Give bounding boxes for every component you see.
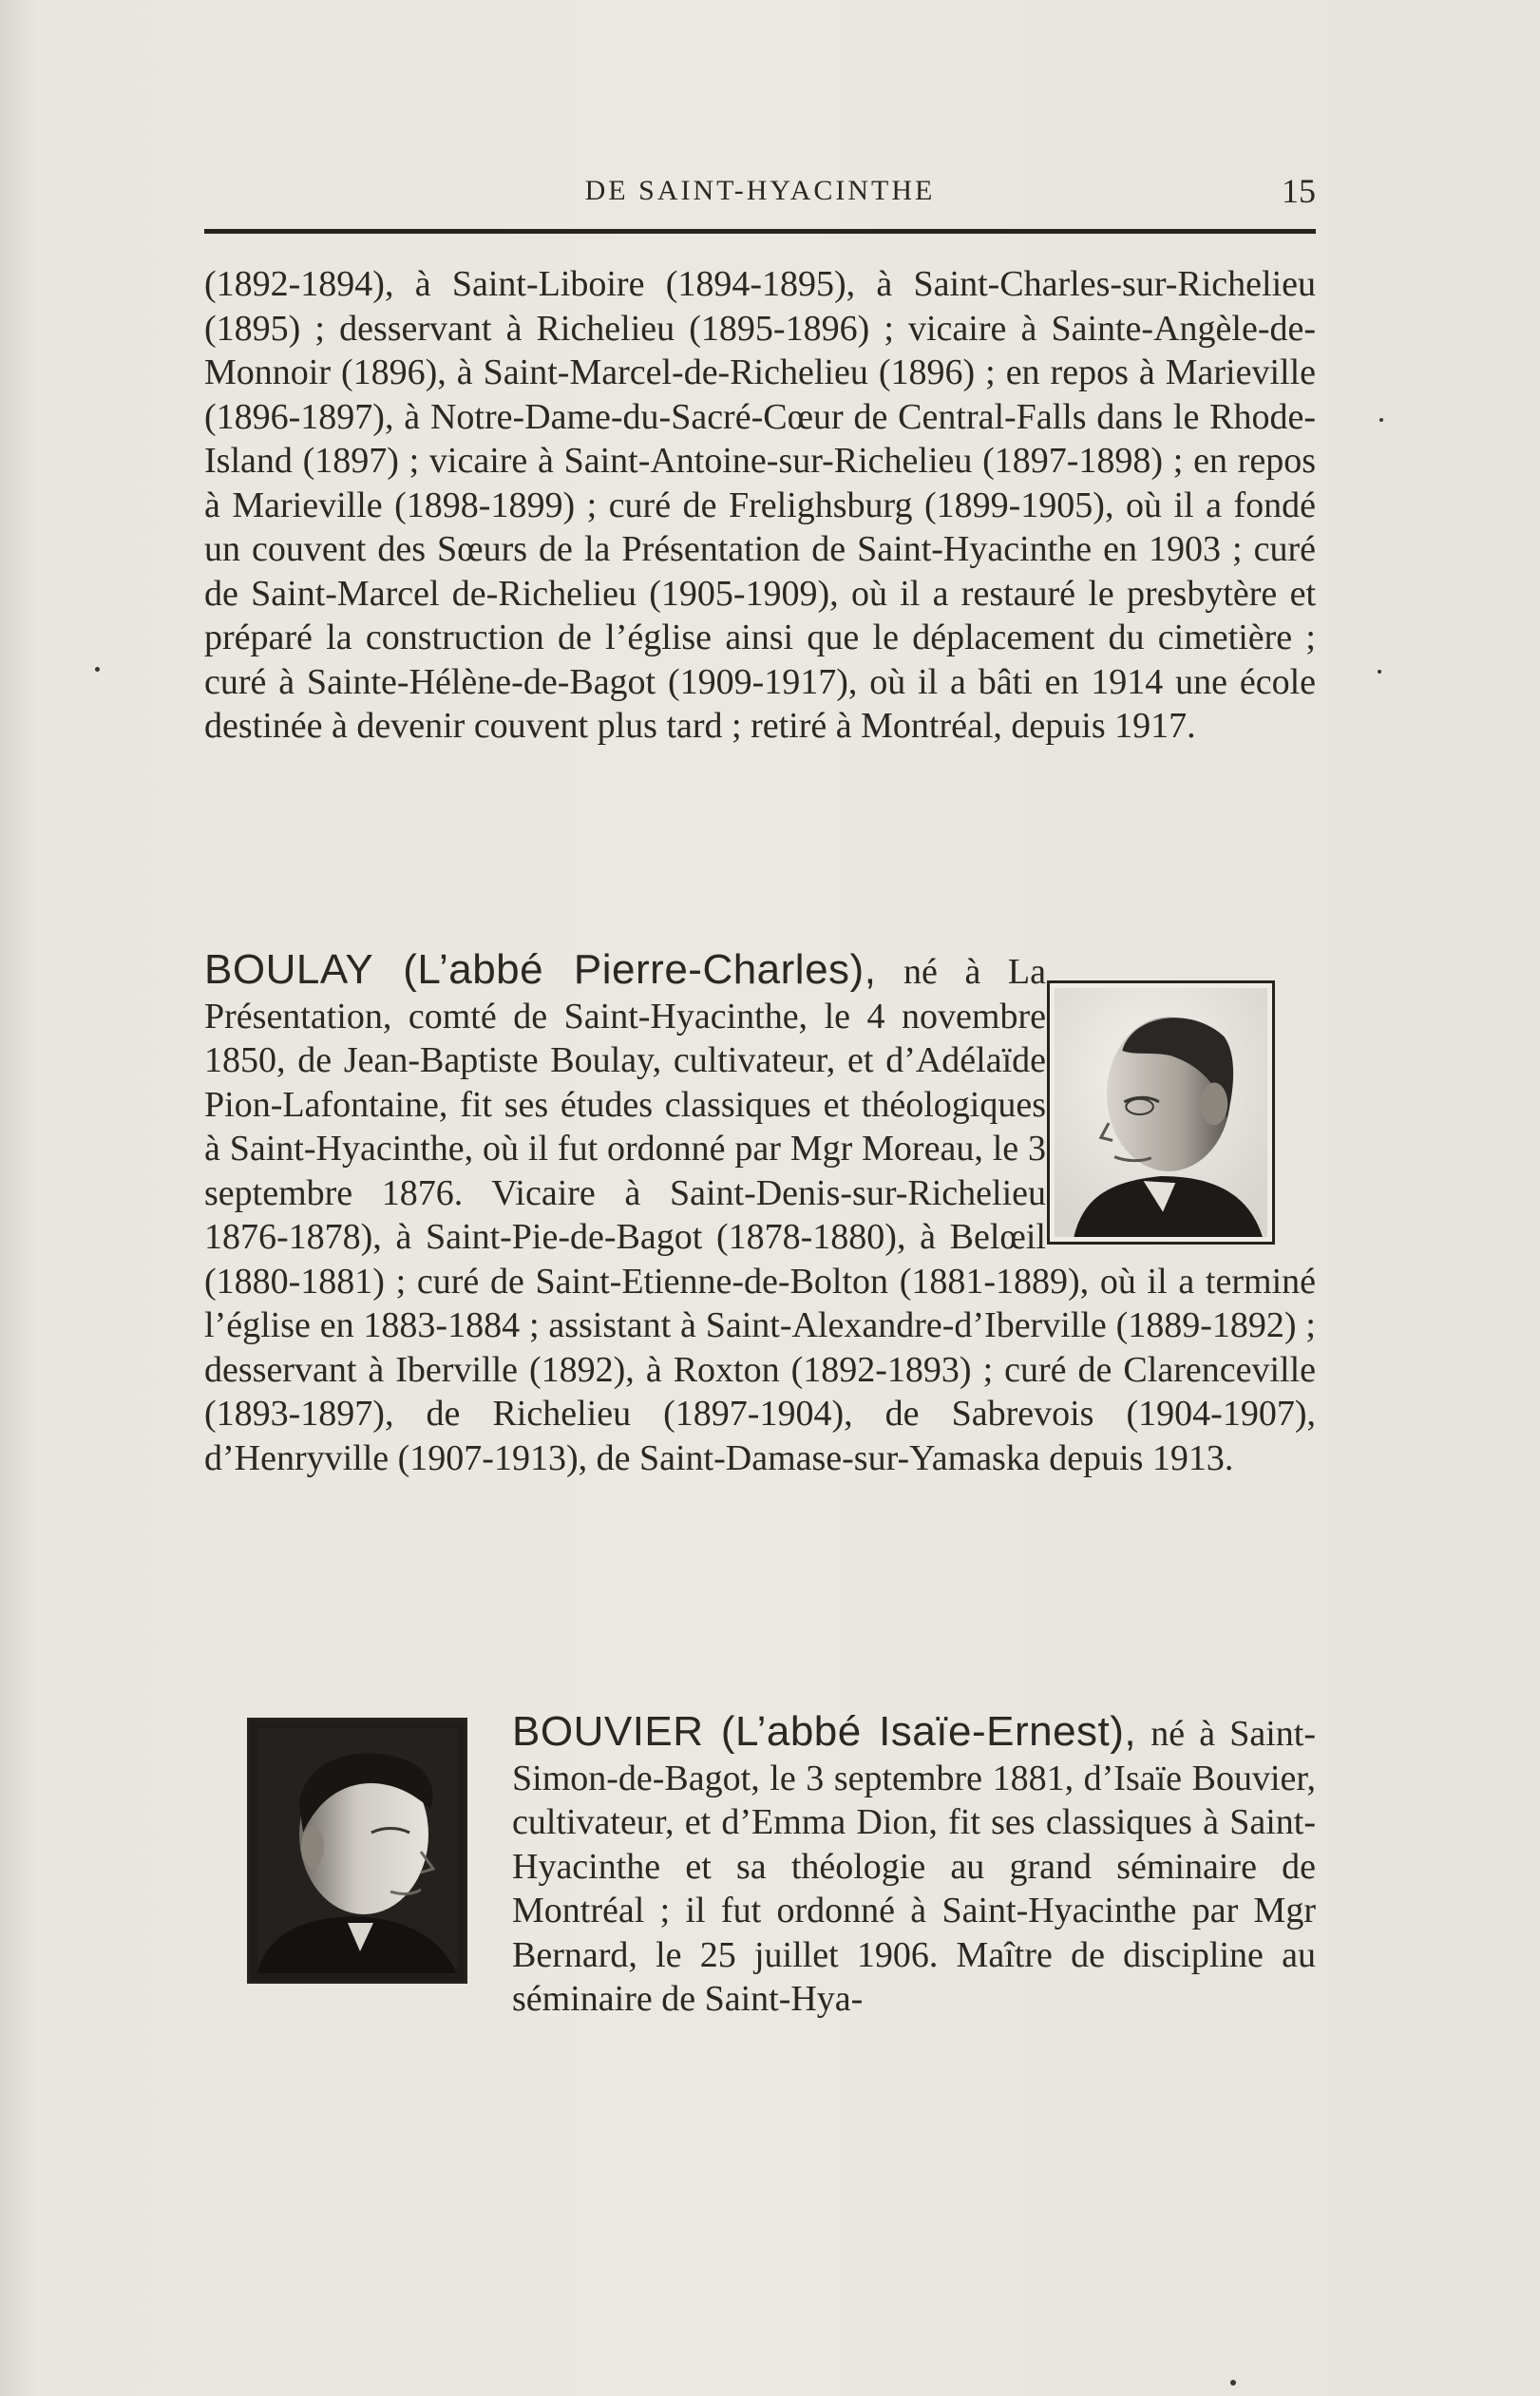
entry-body: né à La Présentation, comté de Saint-Hyacinthe, le 4 novembre 1850, de Jean-Baptiste Boulay, cultivateur, et d’Adélaïde Pion-Lafontaine, fit ses études classiques et théologiques à Saint-Hyacinthe, où il fut ordonné par Mgr Moreau, le 3 septembre 1876. Vicaire à Saint-Denis-sur-Richelieu 1876-1878), à Saint-Pie-de-Bagot (1878-1880), à Belœil (1880-1881) ; curé de Saint-Etienne-de-Bolton (1881-1889), où il a terminé l’église en 1883-1884 ; assistant à Saint-Alexandre-d’Iberville (1889-1892) ; desservant à Iberville (1892), à Roxton (1892-1893) ; curé de Clarenceville (1893-1897), de Richelieu (1897-1904), de Sabrevois (1904-1907), d’Henryville (1907-1913), de Saint-Damase-sur-Yamaska depuis 1913. — [204, 952, 1316, 1478]
entry-body: né à Saint-Simon-de-Bagot, le 3 septembre 1881, d’Isaïe Bouvier, cultivateur, et d’Emma Dion, fit ses classiques à Saint-Hyacinthe et sa théologie au grand séminaire de Montréal ; il fut ordonné à Saint-Hyacinthe par Mgr Bernard, le 25 juillet 1906. Maître de discipline au séminaire de Saint-Hya- — [512, 1714, 1316, 2019]
header-rule — [204, 229, 1316, 234]
portrait-boulay — [1047, 980, 1275, 1245]
running-title: DE SAINT-HYACINTHE — [584, 175, 936, 206]
portrait-bouvier — [247, 1718, 467, 1984]
paper-speck — [1230, 2380, 1236, 2386]
paper-speck — [1378, 670, 1381, 674]
continuation-paragraph: (1892-1894), à Saint-Liboire (1894-1895), à Saint-Charles-sur-Richelieu (1895) ; desservant à Richelieu (1895-1896) ; vicaire à Sainte-Angèle-de-Monnoir (1896), à Saint-Marcel-de-Richelieu (1896) ; en repos à Marieville (1896-1897), à Notre-Dame-du-Sacré-Cœur de Central-Falls dans le Rhode-Island (1897) ; vicaire à Saint-Antoine-sur-Richelieu (1897-1898) ; en repos à Marieville (1898-1899) ; curé de Frelighsburg (1899-1905), où il a fondé un couvent des Sœurs de la Présentation de Saint-Hyacinthe en 1903 ; curé de Saint-Marcel de-Richelieu (1905-1909), où il a restauré le presbytère et préparé la construction de l’église ainsi que le déplacement du cimetière ; curé à Sainte-Hélène-de-Bagot (1909-1917), où il a bâti en 1914 une école destinée à devenir couvent plus tard ; retiré à Montréal, depuis 1917. — [204, 264, 1316, 746]
page-number: 15 — [1282, 172, 1316, 210]
entry-heading: BOUVIER (L’abbé Isaïe-Ernest), — [512, 1708, 1137, 1755]
paper-speck — [1379, 418, 1383, 422]
paper-speck — [95, 667, 100, 672]
page-header — [204, 169, 1316, 217]
entry-heading: BOULAY (L’abbé Pierre-Charles), — [204, 946, 877, 993]
